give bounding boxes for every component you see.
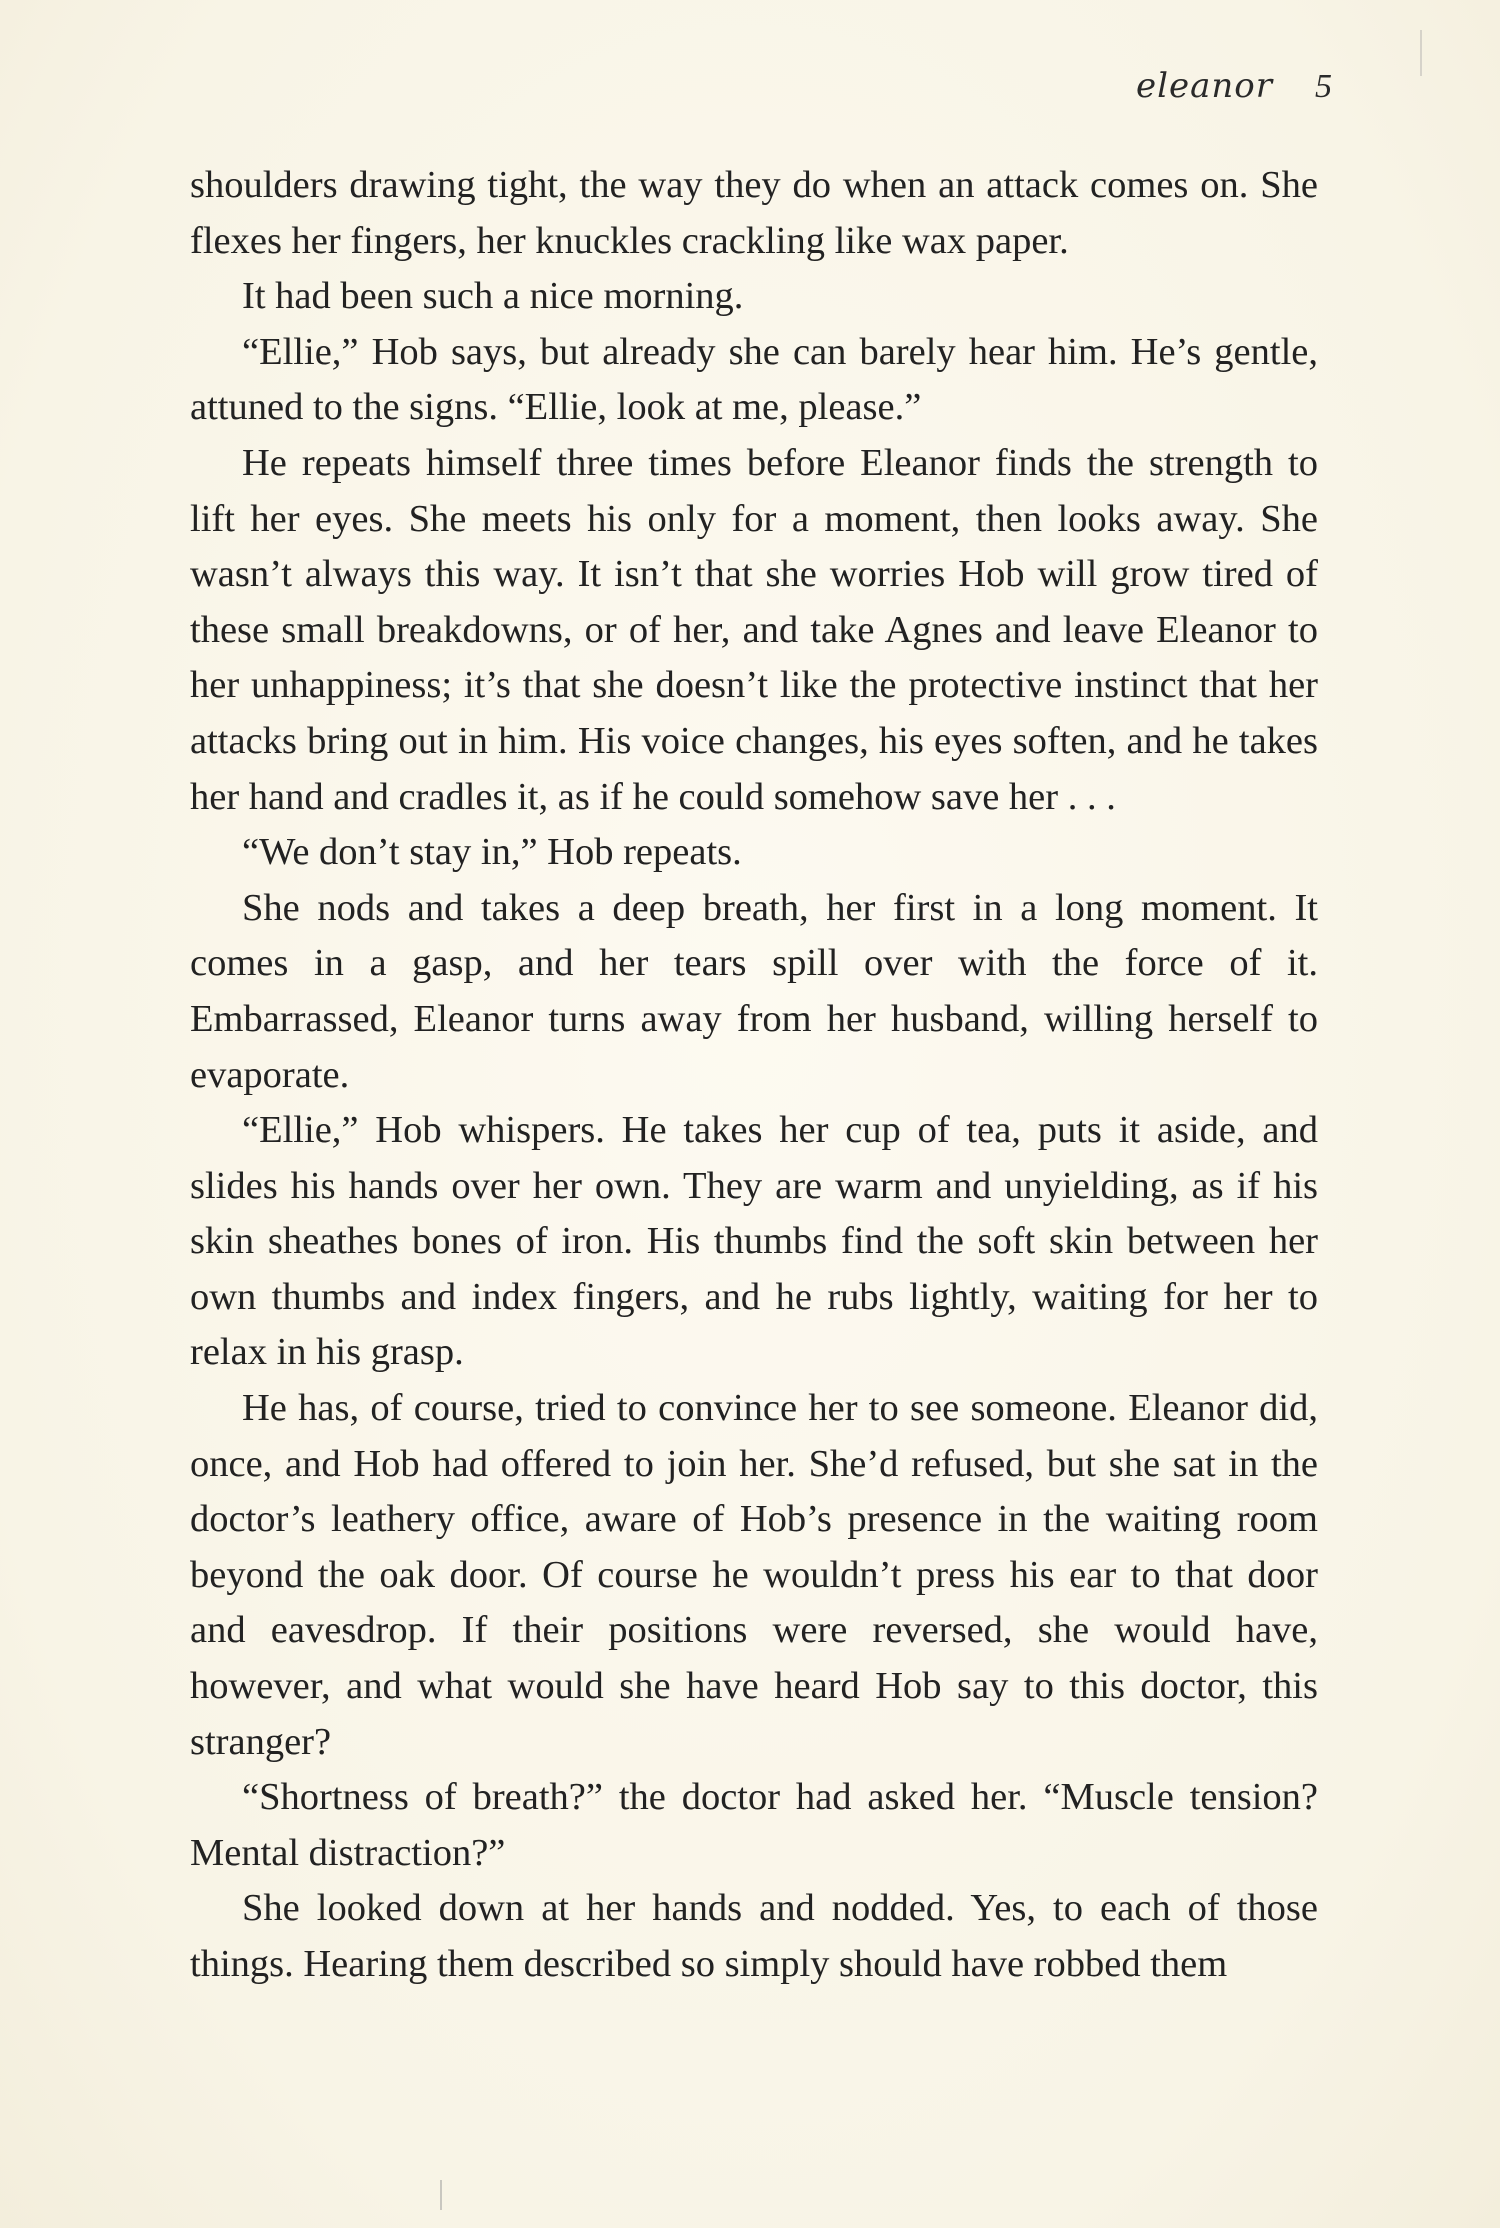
body-text bbox=[190, 158, 1318, 1993]
paragraph: “Ellie,” Hob whispers. He takes her cup of tea, puts it aside, and slides his hands over her own. They are warm and unyielding, as if his skin sheathes bones of iron. His thumbs find the soft skin between her own thumbs and index fingers, and he rubs lightly, waiting for her to relax in his grasp. bbox=[190, 1109, 1318, 1374]
running-title: eleanor bbox=[1135, 66, 1273, 106]
scan-artifact-mark bbox=[440, 2180, 442, 2210]
paragraph: He has, of course, tried to convince her to see someone. Eleanor did, once, and Hob had offered to join her. She’d refused, but she sat in the doctor’s leathery office, aware of Hob’s presence in the waiting room beyond the oak door. Of course he wouldn’t press his ear to that door and eavesdrop. If their positions were reversed, she would have, however, and what would she have heard Hob say to this doctor, this stranger? bbox=[190, 1387, 1318, 1763]
paragraph: “Shortness of breath?” the doctor had asked her. “Muscle tension? Mental distraction?” bbox=[190, 1776, 1318, 1874]
paragraph: “We don’t stay in,” Hob repeats. bbox=[242, 831, 742, 874]
paragraph: It had been such a nice morning. bbox=[242, 275, 744, 318]
paragraph: She nods and takes a deep breath, her first in a long moment. It comes in a gasp, and her tears spill over with the force of it. Embarrassed, Eleanor turns away from her husband, willing herself to evaporate. bbox=[190, 886, 1318, 1096]
page-header bbox=[1136, 66, 1332, 106]
paragraph: shoulders drawing tight, the way they do when an attack comes on. She flexes her fingers, her knuckles crackling like wax paper. bbox=[190, 164, 1318, 262]
paragraph: He repeats himself three times before Eleanor finds the strength to lift her eyes. She meets his only for a moment, then looks away. She wasn’t always this way. It isn’t that she worries Hob will grow tired of these small breakdowns, or of her, and take Agnes and leave Eleanor to her unhappiness; it’s that she doesn’t like the protective instinct that her attacks bring out in him. His voice changes, his eyes soften, and he takes her hand and cradles it, as if he could somehow save her . . . bbox=[190, 441, 1318, 818]
paragraph: She looked down at her hands and nodded. Yes, to each of those things. Hearing them described so simply should have robbed them bbox=[190, 1887, 1318, 1985]
page-number: 5 bbox=[1315, 68, 1332, 105]
paragraph: “Ellie,” Hob says, but already she can barely hear him. He’s gentle, attuned to the signs. “Ellie, look at me, please.” bbox=[190, 330, 1318, 429]
scan-artifact-mark bbox=[1420, 30, 1422, 76]
